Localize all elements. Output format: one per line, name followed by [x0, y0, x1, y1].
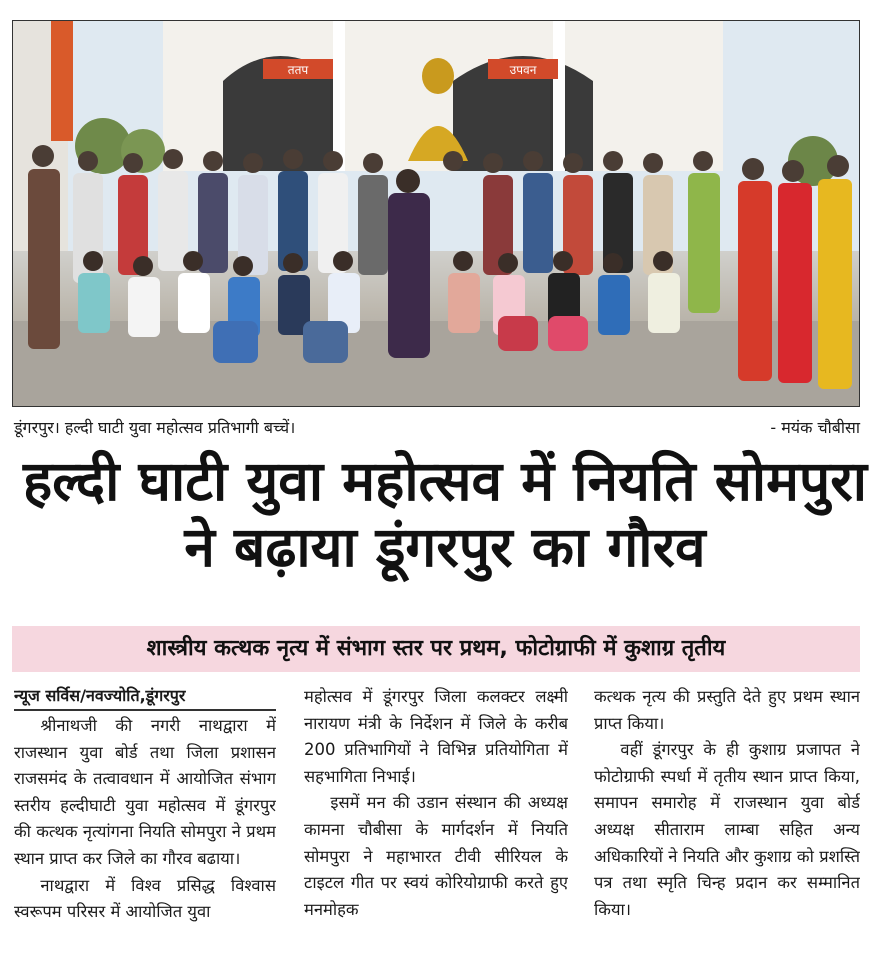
- article-paragraph: महोत्सव में डूंगरपुर जिला कलक्टर लक्ष्मी नारायण मंत्री के निर्देशन में जिले के करीब 200 प्रतिभागियों ने विभिन्न प्रतियोगिता में सहभागिता निभाई।: [304, 687, 568, 786]
- gate-sign-left: ततप: [287, 63, 309, 77]
- photo-credit: - मयंक चौबीसा: [770, 418, 860, 437]
- article-paragraph: इसमें मन की उडान संस्थान की अध्यक्ष कामना चौबीसा के मार्गदर्शन में नियति सोमपुरा ने महाभारत टीवी सीरियल के टाइटल गीत पर स्वयं कोरियोग्राफी करते हुए मनमोहक: [304, 793, 568, 919]
- photo-caption: [14, 416, 860, 440]
- gate-sign-right: उपवन: [509, 63, 537, 77]
- article-paragraph: नाथद्वारा में विश्व प्रसिद्ध विश्वास स्वरूपम परिसर में आयोजित युवा: [14, 875, 276, 922]
- headline-line-1: हल्दी घाटी युवा महोत्सव में नियति सोमपुरा: [23, 449, 867, 513]
- article-column-1: [14, 684, 276, 964]
- article-paragraph: कत्थक नृत्य की प्रस्तुति देते हुए प्रथम स्थान प्राप्त किया।: [594, 687, 860, 733]
- byline: न्यूज सर्विस/नवज्योति,डूंगरपुर: [14, 684, 276, 711]
- group-photo-illustration: [13, 21, 859, 406]
- article-column-2: [304, 684, 568, 964]
- caption-text: डूंगरपुर। हल्दी घाटी युवा महोत्सव प्रतिभागी बच्चें।: [14, 418, 296, 437]
- article-paragraph: वहीं डूंगरपुर के ही कुशाग्र प्रजापत ने फोटोग्राफी स्पर्धा में तृतीय स्थान प्राप्त किया, समापन समारोह में राजस्थान युवा बोर्ड अध्यक्ष सीताराम लाम्बा सहित अन्य अधिकारियों ने नियति और कुशाग्र को प्रशस्ति पत्र तथा स्मृति चिन्ह प्रदान कर सम्मानित किया।: [594, 740, 860, 919]
- group-photo: [12, 20, 860, 407]
- headline: [0, 448, 890, 580]
- article-paragraph: श्रीनाथजी की नगरी नाथद्वारा में राजस्थान युवा बोर्ड तथा जिला प्रशासन राजसमंद के तत्वावधान में आयोजित संभाग स्तरीय हल्दीघाटी युवा महोत्सव में डूंगरपुर की कत्थक नृत्यांगना नियति सोमपुरा ने प्रथम स्थान प्राप्त कर जिले का गौरव बढाया।: [14, 716, 276, 868]
- subheadline: शास्त्रीय कत्थक नृत्य में संभाग स्तर पर प्रथम, फोटोग्राफी में कुशाग्र तृतीय: [12, 626, 860, 672]
- article-column-3: [594, 684, 860, 964]
- headline-line-2: ने बढ़ाया डूंगरपुर का गौरव: [184, 515, 706, 579]
